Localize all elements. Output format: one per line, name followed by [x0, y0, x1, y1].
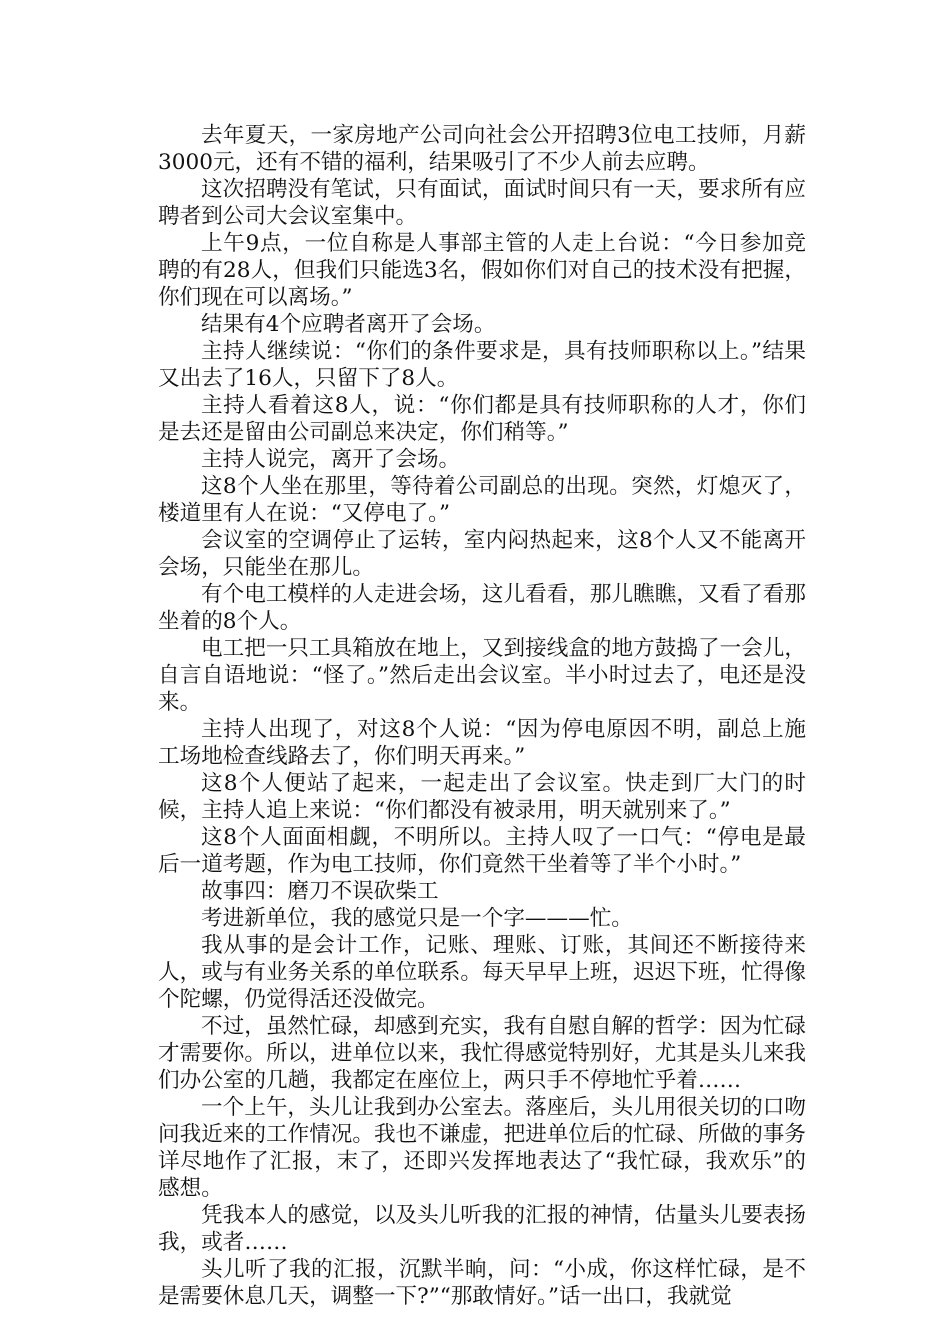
paragraph: 这次招聘没有笔试，只有面试，面试时间只有一天，要求所有应聘者到公司大会议室集中。 [158, 177, 806, 229]
paragraph: 有个电工模样的人走进会场，这儿看看，那儿瞧瞧，又看了看那坐着的8个人。 [158, 582, 806, 634]
paragraph: 这8个人面面相觑，不明所以。主持人叹了一口气：“停电是最后一道考题，作为电工技师，你们竟然干坐着等了半个小时。” [158, 825, 806, 877]
paragraph: 头儿听了我的汇报，沉默半晌，问：“小成，你这样忙碌，是不是需要休息几天，调整一下?”“那敢情好。”话一出口，我就觉 [158, 1257, 806, 1309]
paragraph: 一个上午，头儿让我到办公室去。落座后，头儿用很关切的口吻问我近来的工作情况。我也不谦虚，把进单位后的忙碌、所做的事务详尽地作了汇报，末了，还即兴发挥地表达了“我忙碌，我欢乐”的感想。 [158, 1095, 806, 1201]
paragraph: 电工把一只工具箱放在地上，又到接线盒的地方鼓捣了一会儿，自言自语地说：“怪了。”然后走出会议室。半小时过去了，电还是没来。 [158, 636, 806, 715]
paragraph: 去年夏天，一家房地产公司向社会公开招聘3位电工技师，月薪3000元，还有不错的福利，结果吸引了不少人前去应聘。 [158, 123, 806, 175]
paragraph: 不过，虽然忙碌，却感到充实，我有自慰自解的哲学：因为忙碌才需要你。所以，进单位以来，我忙得感觉特别好，尤其是头儿来我们办公室的几趟，我都定在座位上，两只手不停地忙乎着…… [158, 1014, 806, 1093]
paragraph: 主持人出现了，对这8个人说：“因为停电原因不明，副总上施工场地检查线路去了，你们明天再来。” [158, 717, 806, 769]
paragraph: 凭我本人的感觉，以及头儿听我的汇报的神情，估量头儿要表扬我，或者…… [158, 1203, 806, 1255]
paragraph: 主持人说完，离开了会场。 [201, 447, 461, 472]
paragraph: 主持人继续说：“你们的条件要求是，具有技师职称以上。”结果又出去了16人，只留下了8人。 [158, 339, 806, 391]
paragraph: 结果有4个应聘者离开了会场。 [201, 312, 496, 337]
paragraph: 上午9点，一位自称是人事部主管的人走上台说：“今日参加竞聘的有28人，但我们只能选3名，假如你们对自己的技术没有把握，你们现在可以离场。” [158, 231, 806, 310]
paragraph: 这8个人便站了起来，一起走出了会议室。快走到厂大门的时候，主持人追上来说：“你们都没有被录用，明天就别来了。” [158, 771, 806, 823]
paragraph: 主持人看着这8人，说：“你们都是具有技师职称的人才，你们是去还是留由公司副总来决定，你们稍等。” [158, 393, 806, 445]
section-heading: 故事四：磨刀不误砍柴工 [201, 879, 439, 904]
paragraph: 会议室的空调停止了运转，室内闷热起来，这8个人又不能离开会场，只能坐在那儿。 [158, 528, 806, 580]
paragraph: 考进新单位，我的感觉只是一个字———忙。 [201, 906, 633, 931]
paragraph: 这8个人坐在那里，等待着公司副总的出现。突然，灯熄灭了，楼道里有人在说：“又停电了。” [158, 474, 806, 526]
paragraph: 我从事的是会计工作，记账、理账、订账，其间还不断接待来人，或与有业务关系的单位联系。每天早早上班，迟迟下班，忙得像个陀螺，仍觉得活还没做完。 [158, 933, 806, 1012]
document-body [158, 122, 806, 1310]
